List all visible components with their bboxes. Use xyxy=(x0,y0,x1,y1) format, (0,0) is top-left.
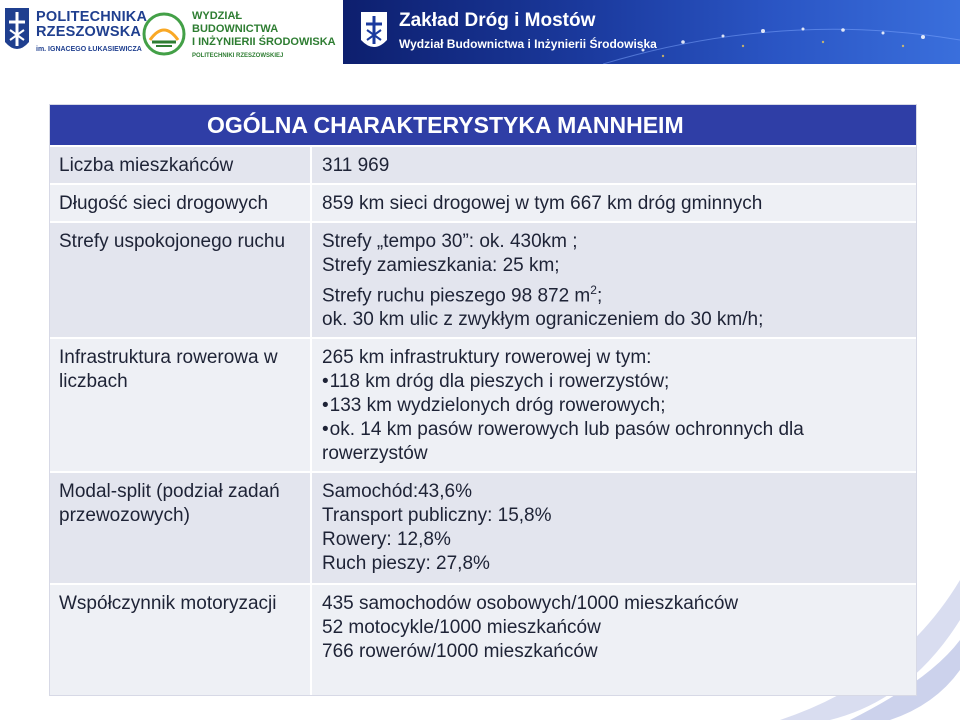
pedestrian-zone-text: Strefy ruchu pieszego 98 872 m xyxy=(322,285,591,307)
row-value-line: Ruch pieszy: 27,8% xyxy=(322,553,490,575)
table-row-modal-split xyxy=(50,471,916,583)
wydzial-emblem-icon xyxy=(142,12,186,56)
row-value xyxy=(312,147,916,183)
politechnika-line2: RZESZOWSKA xyxy=(36,24,142,40)
row-value-bullet: • 118 km dróg dla pieszych i rowerzystów; xyxy=(322,370,910,394)
row-value-line: Strefy zamieszkania: 25 km; xyxy=(322,255,560,276)
row-value xyxy=(312,185,916,221)
banner-subtitle: Wydział Budownictwa i Inżynierii Środowiska xyxy=(399,37,657,51)
table-row-traffic-calming xyxy=(50,221,916,337)
row-value-line: 52 motocykle/1000 mieszkańców xyxy=(322,617,601,639)
table-row-bicycle-infrastructure xyxy=(50,337,916,471)
unit-superscript: 2 xyxy=(590,283,597,297)
row-value-line: 766 rowerów/1000 mieszkańców xyxy=(322,641,598,663)
wydzial-line2: BUDOWNICTWA xyxy=(192,23,279,35)
wydzial-line3: I INŻYNIERII ŚRODOWISKA xyxy=(192,36,336,48)
row-value-line: 311 969 xyxy=(322,155,390,176)
politechnika-line1: POLITECHNIKA xyxy=(36,9,148,25)
row-label: Modal-split (podział zadań przewozowych) xyxy=(50,473,312,583)
wydzial-name xyxy=(192,10,336,49)
row-label: Infrastruktura rowerowa w liczbach xyxy=(50,339,312,471)
wydzial-line1: WYDZIAŁ xyxy=(192,10,243,22)
banner-title: Zakład Dróg i Mostów xyxy=(399,10,596,31)
politechnika-crest-icon xyxy=(2,6,32,58)
row-value-line: Strefy „tempo 30”: ok. 430km ; xyxy=(322,231,578,252)
politechnika-patron: im. IGNACEGO ŁUKASIEWICZA xyxy=(36,46,142,53)
row-label: Współczynnik motoryzacji xyxy=(50,585,312,695)
row-value-bullet: • 133 km wydzielonych dróg rowerowych; xyxy=(322,394,910,418)
row-value-line: Rowery: 12,8% xyxy=(322,529,451,551)
row-label: Długość sieci drogowych xyxy=(50,185,312,221)
table-row-motorization xyxy=(50,583,916,695)
table-title: OGÓLNA CHARAKTERYSTYKA MANNHEIM xyxy=(50,105,916,145)
row-value xyxy=(312,473,916,583)
header xyxy=(0,0,960,64)
row-value-line: Transport publiczny: 15,8% xyxy=(322,505,552,527)
row-value-line xyxy=(322,278,910,308)
row-value-line: 265 km infrastruktury rowerowej w tym: xyxy=(322,347,652,369)
pedestrian-zone-suffix: ; xyxy=(596,285,603,307)
row-value-line: ok. 30 km ulic z zwykłym ograniczeniem do 30 km/h; xyxy=(322,309,764,331)
row-label: Liczba mieszkańców xyxy=(50,147,312,183)
politechnika-logo xyxy=(0,2,148,62)
row-value xyxy=(312,585,916,695)
row-value-line: 435 samochodów osobowych/1000 mieszkańców xyxy=(322,593,739,615)
banner-crest-icon xyxy=(359,10,389,54)
wydzial-line4: POLITECHNIKI RZESZOWSKIEJ xyxy=(192,53,284,59)
row-value-line: 859 km sieci drogowej w tym 667 km dróg gminnych xyxy=(322,193,763,214)
row-value-bullet: • ok. 14 km pasów rowerowych lub pasów ochronnych dla rowerzystów xyxy=(322,418,910,466)
row-value xyxy=(312,339,916,471)
characteristics-table xyxy=(49,104,917,696)
row-value xyxy=(312,223,916,337)
bridge-lights-decoration-icon xyxy=(603,0,960,64)
table-row-road-network xyxy=(50,183,916,221)
department-banner xyxy=(343,0,960,64)
table-row-population xyxy=(50,145,916,183)
politechnika-name xyxy=(36,10,147,40)
row-value-line: Samochód:43,6% xyxy=(322,481,472,503)
row-label: Strefy uspokojonego ruchu xyxy=(50,223,312,337)
wydzial-logo xyxy=(140,2,340,62)
